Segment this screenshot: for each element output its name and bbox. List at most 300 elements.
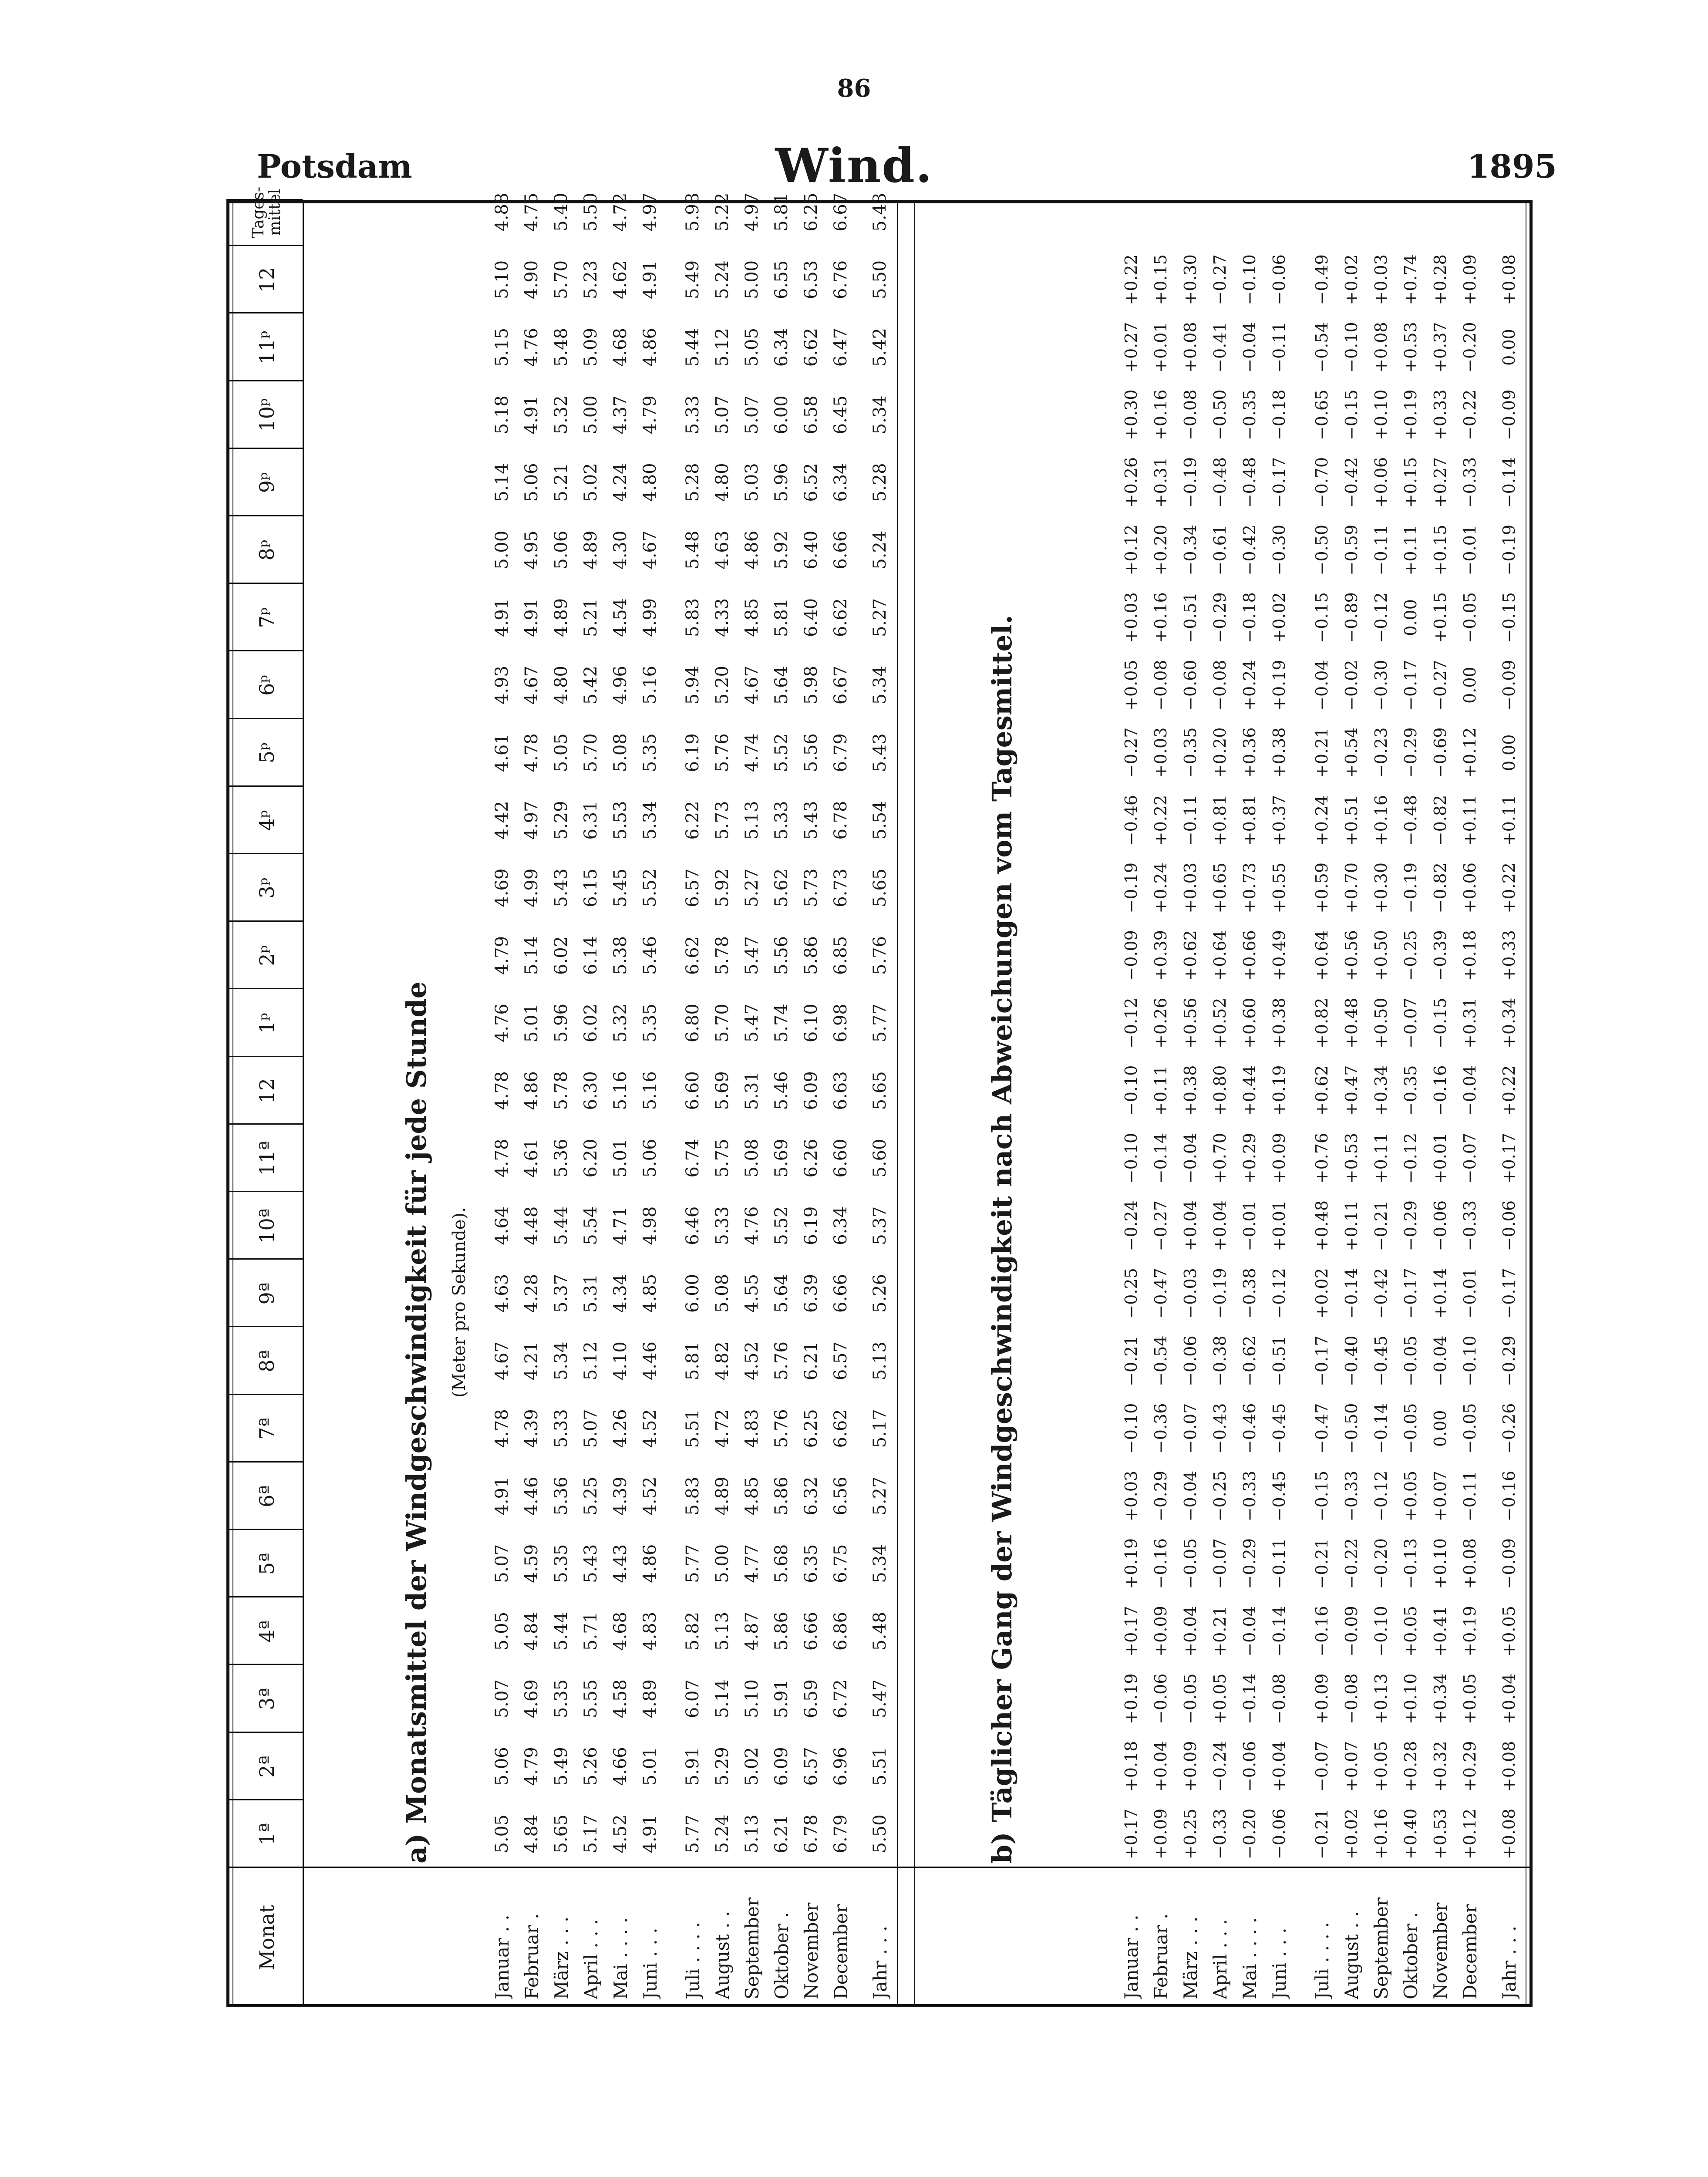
table-cell: 4.90 bbox=[522, 260, 542, 299]
table-cell: +0.73 bbox=[1240, 862, 1259, 913]
table-cell: 6.20 bbox=[581, 1139, 601, 1178]
table-cell: −0.29 bbox=[1151, 1470, 1170, 1522]
table-cell: 5.83 bbox=[683, 598, 703, 637]
table-cell: 6.34 bbox=[831, 1206, 851, 1245]
table-cell: +0.54 bbox=[1342, 727, 1361, 778]
table-cell: 6.58 bbox=[801, 395, 821, 435]
table-cell: 4.86 bbox=[640, 1544, 660, 1583]
table-cell: +0.09 bbox=[1270, 1132, 1289, 1184]
table-cell: −0.21 bbox=[1371, 1200, 1391, 1251]
table-cell: −0.10 bbox=[1342, 322, 1361, 373]
table-row bbox=[1265, 200, 1294, 2007]
table-cell: 4.72 bbox=[610, 192, 630, 232]
table-cell: 4.91 bbox=[492, 1476, 512, 1516]
table-cell: 6.47 bbox=[831, 328, 851, 367]
table-cell: 5.83 bbox=[683, 1476, 703, 1516]
table-cell: 5.76 bbox=[870, 936, 890, 975]
table-cell: +0.05 bbox=[1371, 1741, 1391, 1792]
table-cell: 5.76 bbox=[712, 733, 732, 772]
table-cell: +0.19 bbox=[1270, 1065, 1289, 1116]
table-cell: +0.60 bbox=[1240, 998, 1259, 1048]
table-cell: 6.74 bbox=[683, 1139, 703, 1178]
table-cell: 4.28 bbox=[522, 1274, 542, 1313]
table-cell: −0.14 bbox=[1342, 1268, 1361, 1319]
table-cell: −0.05 bbox=[1181, 1673, 1200, 1724]
table-cell: 5.32 bbox=[610, 1004, 630, 1043]
table-row bbox=[1206, 200, 1234, 2007]
table-cell: −0.49 bbox=[1312, 254, 1331, 305]
row-month-label: Januar . . bbox=[1120, 1914, 1142, 1999]
table-cell: 5.33 bbox=[771, 801, 792, 840]
table-cell: 5.18 bbox=[492, 395, 512, 435]
table-cell: 6.60 bbox=[831, 1139, 851, 1178]
table-cell: +0.24 bbox=[1240, 660, 1259, 711]
table-cell: −0.10 bbox=[1460, 1335, 1479, 1386]
table-cell: +0.52 bbox=[1210, 998, 1230, 1048]
table-cell: 6.21 bbox=[771, 1814, 792, 1853]
table-cell: 5.60 bbox=[870, 1139, 890, 1178]
table-cell: +0.26 bbox=[1122, 457, 1141, 508]
table-cell: 5.27 bbox=[742, 868, 762, 907]
table-cell: 6.07 bbox=[683, 1679, 703, 1719]
table-cell: 5.14 bbox=[492, 463, 512, 502]
table-cell: −0.17 bbox=[1401, 1268, 1420, 1319]
table-cell: 5.29 bbox=[551, 801, 571, 840]
table-cell: 5.98 bbox=[683, 192, 703, 232]
table-cell: −0.16 bbox=[1431, 1065, 1450, 1116]
table-cell: −0.04 bbox=[1181, 1132, 1200, 1184]
table-cell: −0.02 bbox=[1342, 660, 1361, 711]
table-cell: −0.12 bbox=[1270, 1268, 1289, 1319]
table-cell: 5.74 bbox=[771, 1004, 792, 1043]
table-cell: −0.33 bbox=[1210, 1808, 1230, 1860]
row-month-label: September bbox=[741, 1897, 763, 1999]
header-location: Potsdam bbox=[257, 148, 412, 185]
table-cell: −0.51 bbox=[1181, 592, 1200, 643]
table-cell: +0.22 bbox=[1122, 254, 1141, 305]
table-cell: +0.16 bbox=[1151, 389, 1170, 441]
table-cell: +0.19 bbox=[1270, 660, 1289, 711]
table-cell: −0.22 bbox=[1342, 1538, 1361, 1589]
table-cell: 6.34 bbox=[771, 328, 792, 367]
table-cell: −0.14 bbox=[1151, 1132, 1170, 1184]
table-cell: +0.32 bbox=[1431, 1741, 1450, 1792]
table-cell: 4.52 bbox=[640, 1409, 660, 1448]
table-cell: 6.34 bbox=[831, 463, 851, 502]
table-cell: 5.55 bbox=[581, 1679, 601, 1719]
table-cell: 6.67 bbox=[831, 666, 851, 705]
table-cell: −0.21 bbox=[1312, 1538, 1331, 1589]
table-cell: 5.48 bbox=[551, 328, 571, 367]
table-cell: +0.74 bbox=[1401, 254, 1420, 305]
table-cell: −0.07 bbox=[1401, 998, 1420, 1048]
table-cell: +0.04 bbox=[1181, 1606, 1200, 1657]
table-cell: 5.00 bbox=[492, 530, 512, 570]
table-cell: −0.04 bbox=[1460, 1065, 1479, 1116]
table-cell: +0.81 bbox=[1210, 795, 1230, 846]
table-cell: 6.86 bbox=[831, 1611, 851, 1651]
table-cell: −0.04 bbox=[1181, 1470, 1200, 1522]
table-cell: 5.32 bbox=[551, 395, 571, 435]
row-month-label: November bbox=[800, 1902, 822, 1999]
table-cell: 4.82 bbox=[712, 1341, 732, 1381]
table-cell: +0.53 bbox=[1342, 1132, 1361, 1184]
table-cell: 5.70 bbox=[581, 733, 601, 772]
table-cell: 4.86 bbox=[522, 1071, 542, 1110]
table-cell: 4.59 bbox=[522, 1544, 542, 1583]
table-cell: 6.78 bbox=[831, 801, 851, 840]
table-cell: 5.00 bbox=[581, 395, 601, 435]
table-cell: +0.04 bbox=[1270, 1741, 1289, 1792]
table-cell: 6.35 bbox=[801, 1544, 821, 1583]
table-cell: +0.02 bbox=[1270, 592, 1289, 643]
table-cell: +0.22 bbox=[1151, 795, 1170, 846]
table-cell: +0.07 bbox=[1342, 1741, 1361, 1792]
table-cell: 5.91 bbox=[771, 1679, 792, 1719]
header-divider bbox=[303, 200, 304, 2007]
table-cell: −0.16 bbox=[1499, 1470, 1519, 1522]
table-cell: 5.77 bbox=[683, 1544, 703, 1583]
table-cell: 4.72 bbox=[712, 1409, 732, 1448]
table-cell: 0.00 bbox=[1499, 329, 1519, 366]
table-cell: −0.06 bbox=[1240, 1741, 1259, 1792]
table-cell: 5.10 bbox=[492, 260, 512, 299]
table-cell: −0.50 bbox=[1312, 524, 1331, 576]
table-cell: −0.21 bbox=[1122, 1335, 1141, 1386]
table-cell: 5.94 bbox=[683, 666, 703, 705]
table-cell: 4.78 bbox=[522, 733, 542, 772]
table-cell: −0.14 bbox=[1240, 1673, 1259, 1724]
table-cell: −0.15 bbox=[1312, 592, 1331, 643]
table-cell: 4.76 bbox=[492, 1004, 512, 1043]
table-cell: 6.57 bbox=[801, 1747, 821, 1786]
table-cell: −0.35 bbox=[1240, 389, 1259, 441]
table-cell: +0.09 bbox=[1181, 1741, 1200, 1792]
table-cell: −0.19 bbox=[1499, 524, 1519, 576]
table-cell: 5.50 bbox=[870, 260, 890, 299]
table-cell: +0.34 bbox=[1499, 998, 1519, 1048]
table-cell: 6.40 bbox=[801, 530, 821, 570]
table-cell: −0.21 bbox=[1312, 1808, 1331, 1860]
table-cell: −0.51 bbox=[1270, 1335, 1289, 1386]
table-cell: 4.52 bbox=[742, 1341, 762, 1381]
table-cell: 4.34 bbox=[610, 1274, 630, 1313]
table-cell: +0.28 bbox=[1431, 254, 1450, 305]
table-cell: −0.25 bbox=[1210, 1470, 1230, 1522]
table-cell: 5.34 bbox=[870, 395, 890, 435]
table-cell: +0.49 bbox=[1270, 930, 1289, 981]
table-cell: 4.91 bbox=[492, 598, 512, 637]
column-header-hour: 2ᵖ bbox=[255, 945, 279, 966]
row-month-label: December bbox=[1459, 1904, 1481, 1999]
table-cell: −0.65 bbox=[1312, 389, 1331, 441]
table-cell: −0.36 bbox=[1151, 1403, 1170, 1454]
table-cell: 5.73 bbox=[712, 801, 732, 840]
table-cell: 6.21 bbox=[801, 1341, 821, 1381]
table-cell: +0.41 bbox=[1431, 1606, 1450, 1657]
table-cell: −0.70 bbox=[1312, 457, 1331, 508]
table-cell: 5.50 bbox=[581, 192, 601, 232]
table-cell: −0.18 bbox=[1270, 389, 1289, 441]
table-cell: 5.69 bbox=[771, 1139, 792, 1178]
column-header-hour: 8ª bbox=[255, 1350, 279, 1372]
table-cell: 5.02 bbox=[581, 463, 601, 502]
table-cell: −0.15 bbox=[1342, 389, 1361, 441]
table-cell: 4.46 bbox=[522, 1476, 542, 1516]
table-cell: 4.97 bbox=[640, 192, 660, 232]
table-cell: 4.37 bbox=[610, 395, 630, 435]
table-cell: 5.77 bbox=[683, 1814, 703, 1853]
table-cell: 6.22 bbox=[683, 801, 703, 840]
table-cell: 5.13 bbox=[742, 801, 762, 840]
table-cell: +0.05 bbox=[1210, 1673, 1230, 1724]
table-cell: 5.13 bbox=[870, 1341, 890, 1381]
table-cell: −0.07 bbox=[1460, 1132, 1479, 1184]
table-cell: +0.55 bbox=[1270, 862, 1289, 913]
table-cell: 5.43 bbox=[870, 192, 890, 232]
table-cell: +0.34 bbox=[1431, 1673, 1450, 1724]
column-header-month: Monat bbox=[255, 1904, 279, 1971]
row-month-label: Juli . . . . bbox=[1311, 1922, 1333, 1999]
table-cell: 5.31 bbox=[742, 1071, 762, 1110]
table-cell: 5.06 bbox=[522, 463, 542, 502]
table-cell: 5.16 bbox=[610, 1071, 630, 1110]
table-cell: 5.00 bbox=[742, 260, 762, 299]
table-cell: 4.69 bbox=[522, 1679, 542, 1719]
table-cell: −0.12 bbox=[1371, 1470, 1391, 1522]
table-cell: +0.19 bbox=[1122, 1538, 1141, 1589]
table-cell: +0.19 bbox=[1460, 1606, 1479, 1657]
table-cell: +0.11 bbox=[1371, 1132, 1391, 1184]
table-cell: +0.11 bbox=[1151, 1065, 1170, 1116]
table-cell: 6.96 bbox=[831, 1747, 851, 1786]
table-cell: −0.20 bbox=[1460, 322, 1479, 373]
table-cell: +0.18 bbox=[1122, 1741, 1141, 1792]
table-cell: 5.64 bbox=[771, 666, 792, 705]
table-cell: 5.52 bbox=[640, 868, 660, 907]
table-cell: 6.46 bbox=[683, 1206, 703, 1245]
table-cell: +0.10 bbox=[1371, 389, 1391, 441]
table-cell: +0.66 bbox=[1240, 930, 1259, 981]
table-cell: 5.34 bbox=[870, 666, 890, 705]
table-cell: 6.80 bbox=[683, 1004, 703, 1043]
table-cell: +0.24 bbox=[1151, 862, 1170, 913]
table-cell: 5.28 bbox=[870, 463, 890, 502]
table-row bbox=[1117, 200, 1145, 2007]
table-cell: 4.85 bbox=[742, 598, 762, 637]
table-cell: +0.15 bbox=[1401, 457, 1420, 508]
table-cell: 4.80 bbox=[551, 666, 571, 705]
table-cell: −0.48 bbox=[1401, 795, 1420, 846]
table-cell: 5.56 bbox=[771, 936, 792, 975]
table-cell: −0.47 bbox=[1312, 1403, 1331, 1454]
table-cell: +0.19 bbox=[1122, 1673, 1141, 1724]
table-cell: −0.46 bbox=[1240, 1403, 1259, 1454]
table-cell: −0.29 bbox=[1240, 1538, 1259, 1589]
table-cell: −0.08 bbox=[1270, 1673, 1289, 1724]
table-cell: +0.03 bbox=[1122, 592, 1141, 643]
table-cell: −0.18 bbox=[1240, 592, 1259, 643]
table-cell: −0.07 bbox=[1312, 1741, 1331, 1792]
table-cell: 6.57 bbox=[683, 868, 703, 907]
table-cell: +0.11 bbox=[1460, 795, 1479, 846]
table-cell: +0.62 bbox=[1181, 930, 1200, 981]
table-cell: 6.59 bbox=[801, 1679, 821, 1719]
table-cell: 6.02 bbox=[581, 1004, 601, 1043]
table-cell: 5.13 bbox=[712, 1611, 732, 1651]
table-cell: 5.26 bbox=[581, 1747, 601, 1786]
table-cell: 5.34 bbox=[551, 1341, 571, 1381]
table-cell: 4.67 bbox=[522, 666, 542, 705]
table-cell: 5.56 bbox=[801, 733, 821, 772]
table-cell: 5.73 bbox=[801, 868, 821, 907]
table-cell: 6.79 bbox=[831, 733, 851, 772]
table-cell: 5.08 bbox=[742, 1139, 762, 1178]
table-cell: 4.91 bbox=[522, 395, 542, 435]
column-header-hour: 4ª bbox=[255, 1620, 279, 1643]
table-cell: 5.14 bbox=[522, 936, 542, 975]
table-cell: 5.35 bbox=[640, 1004, 660, 1043]
table-cell: 6.26 bbox=[801, 1139, 821, 1178]
table-cell: +0.30 bbox=[1122, 389, 1141, 441]
table-cell: 5.42 bbox=[581, 666, 601, 705]
table-cell: +0.37 bbox=[1431, 322, 1450, 373]
table-cell: 5.76 bbox=[771, 1409, 792, 1448]
table-cell: −0.09 bbox=[1499, 1538, 1519, 1589]
table-cell: +0.02 bbox=[1342, 1808, 1361, 1860]
table-cell: −0.38 bbox=[1210, 1335, 1230, 1386]
table-cell: 5.16 bbox=[640, 1071, 660, 1110]
table-cell: −0.11 bbox=[1181, 795, 1200, 846]
table-cell: −0.29 bbox=[1499, 1335, 1519, 1386]
table-cell: 5.75 bbox=[712, 1139, 732, 1178]
table-cell: −0.08 bbox=[1342, 1673, 1361, 1724]
table-cell: 4.39 bbox=[610, 1476, 630, 1516]
row-month-label: Oktober . bbox=[1400, 1912, 1422, 1999]
table-cell: 5.35 bbox=[551, 1679, 571, 1719]
table-cell: 4.79 bbox=[492, 936, 512, 975]
table-cell: −0.45 bbox=[1270, 1403, 1289, 1454]
table-cell: −0.09 bbox=[1122, 930, 1141, 981]
table-cell: −0.08 bbox=[1210, 660, 1230, 711]
table-cell: −0.07 bbox=[1210, 1538, 1230, 1589]
table-cell: −0.04 bbox=[1240, 322, 1259, 373]
table-row bbox=[826, 192, 855, 2007]
table-cell: +0.08 bbox=[1499, 254, 1519, 305]
table-cell: 4.43 bbox=[610, 1544, 630, 1583]
table-row bbox=[1307, 200, 1336, 2007]
table-cell: 5.91 bbox=[683, 1747, 703, 1786]
table-cell: −0.29 bbox=[1401, 727, 1420, 778]
table-cell: −0.08 bbox=[1151, 660, 1170, 711]
table-cell: +0.39 bbox=[1151, 930, 1170, 981]
table-cell: +0.81 bbox=[1240, 795, 1259, 846]
table-cell: 5.69 bbox=[712, 1071, 732, 1110]
table-cell: +0.11 bbox=[1342, 1200, 1361, 1251]
table-cell: −0.33 bbox=[1460, 1200, 1479, 1251]
table-cell: −0.24 bbox=[1122, 1200, 1141, 1251]
table-cell: 4.87 bbox=[742, 1611, 762, 1651]
table-cell: 4.33 bbox=[712, 598, 732, 637]
table-cell: 4.84 bbox=[522, 1814, 542, 1853]
table-cell: +0.03 bbox=[1122, 1470, 1141, 1522]
table-cell: 4.91 bbox=[640, 260, 660, 299]
row-month-label: März . . . bbox=[1179, 1916, 1201, 1999]
table-cell: +0.15 bbox=[1431, 592, 1450, 643]
table-cell: −0.06 bbox=[1151, 1673, 1170, 1724]
table-cell: 4.86 bbox=[742, 530, 762, 570]
table-cell: 5.37 bbox=[870, 1206, 890, 1245]
table-cell: −0.06 bbox=[1270, 254, 1289, 305]
table-row bbox=[1176, 200, 1205, 2007]
table-cell: +0.48 bbox=[1342, 998, 1361, 1048]
table-cell: −0.04 bbox=[1240, 1606, 1259, 1657]
table-cell: 5.08 bbox=[712, 1274, 732, 1313]
table-cell: 4.89 bbox=[640, 1679, 660, 1719]
table-cell: 5.52 bbox=[771, 1206, 792, 1245]
table-cell: 4.96 bbox=[610, 666, 630, 705]
column-header-hour: 11ª bbox=[255, 1141, 279, 1176]
table-cell: 4.78 bbox=[492, 1409, 512, 1448]
table-row bbox=[547, 192, 576, 2007]
table-cell: 5.17 bbox=[870, 1409, 890, 1448]
table-cell: 4.48 bbox=[522, 1206, 542, 1245]
table-cell: 5.92 bbox=[712, 868, 732, 907]
table-cell: 6.00 bbox=[683, 1274, 703, 1313]
table-cell: −0.15 bbox=[1312, 1470, 1331, 1522]
table-cell: −0.42 bbox=[1240, 524, 1259, 576]
table-cell: 0.00 bbox=[1401, 599, 1420, 636]
table-cell: −0.54 bbox=[1151, 1335, 1170, 1386]
table-cell: 4.54 bbox=[610, 598, 630, 637]
table-cell: 4.97 bbox=[742, 192, 762, 232]
table-cell: 6.62 bbox=[801, 328, 821, 367]
table-cell: 4.99 bbox=[522, 868, 542, 907]
table-cell: 4.61 bbox=[492, 733, 512, 772]
table-cell: 4.24 bbox=[610, 463, 630, 502]
table-cell: −0.45 bbox=[1270, 1470, 1289, 1522]
table-cell: −0.11 bbox=[1270, 322, 1289, 373]
table-cell: 4.78 bbox=[492, 1139, 512, 1178]
table-row bbox=[797, 192, 825, 2007]
table-cell: +0.26 bbox=[1151, 998, 1170, 1048]
table-cell: −0.30 bbox=[1371, 660, 1391, 711]
table-cell: 5.01 bbox=[640, 1747, 660, 1786]
table-cell: 5.65 bbox=[551, 1814, 571, 1853]
table-cell: 6.25 bbox=[801, 1409, 821, 1448]
column-header-hour: 12 bbox=[255, 267, 279, 293]
table-cell: 5.65 bbox=[870, 868, 890, 907]
table-cell: 5.06 bbox=[640, 1139, 660, 1178]
table-cell: 4.76 bbox=[742, 1206, 762, 1245]
table-cell: 4.97 bbox=[522, 801, 542, 840]
table-cell: +0.44 bbox=[1240, 1065, 1259, 1116]
table-cell: 5.29 bbox=[712, 1747, 732, 1786]
table-cell: 4.39 bbox=[522, 1409, 542, 1448]
row-month-label: Oktober . bbox=[771, 1912, 792, 1999]
table-row bbox=[1146, 200, 1175, 2007]
row-month-label: Jahr . . . bbox=[1498, 1925, 1520, 1999]
row-month-label: August . . bbox=[711, 1911, 733, 1999]
column-header-hour: 5ᵖ bbox=[255, 742, 279, 764]
table-cell: 4.21 bbox=[522, 1341, 542, 1381]
table-cell: 5.48 bbox=[870, 1611, 890, 1651]
table-cell: +0.16 bbox=[1151, 592, 1170, 643]
table-cell: +0.33 bbox=[1431, 389, 1450, 441]
table-cell: 4.67 bbox=[640, 530, 660, 570]
table-cell: 5.49 bbox=[551, 1747, 571, 1786]
table-cell: 4.80 bbox=[712, 463, 732, 502]
